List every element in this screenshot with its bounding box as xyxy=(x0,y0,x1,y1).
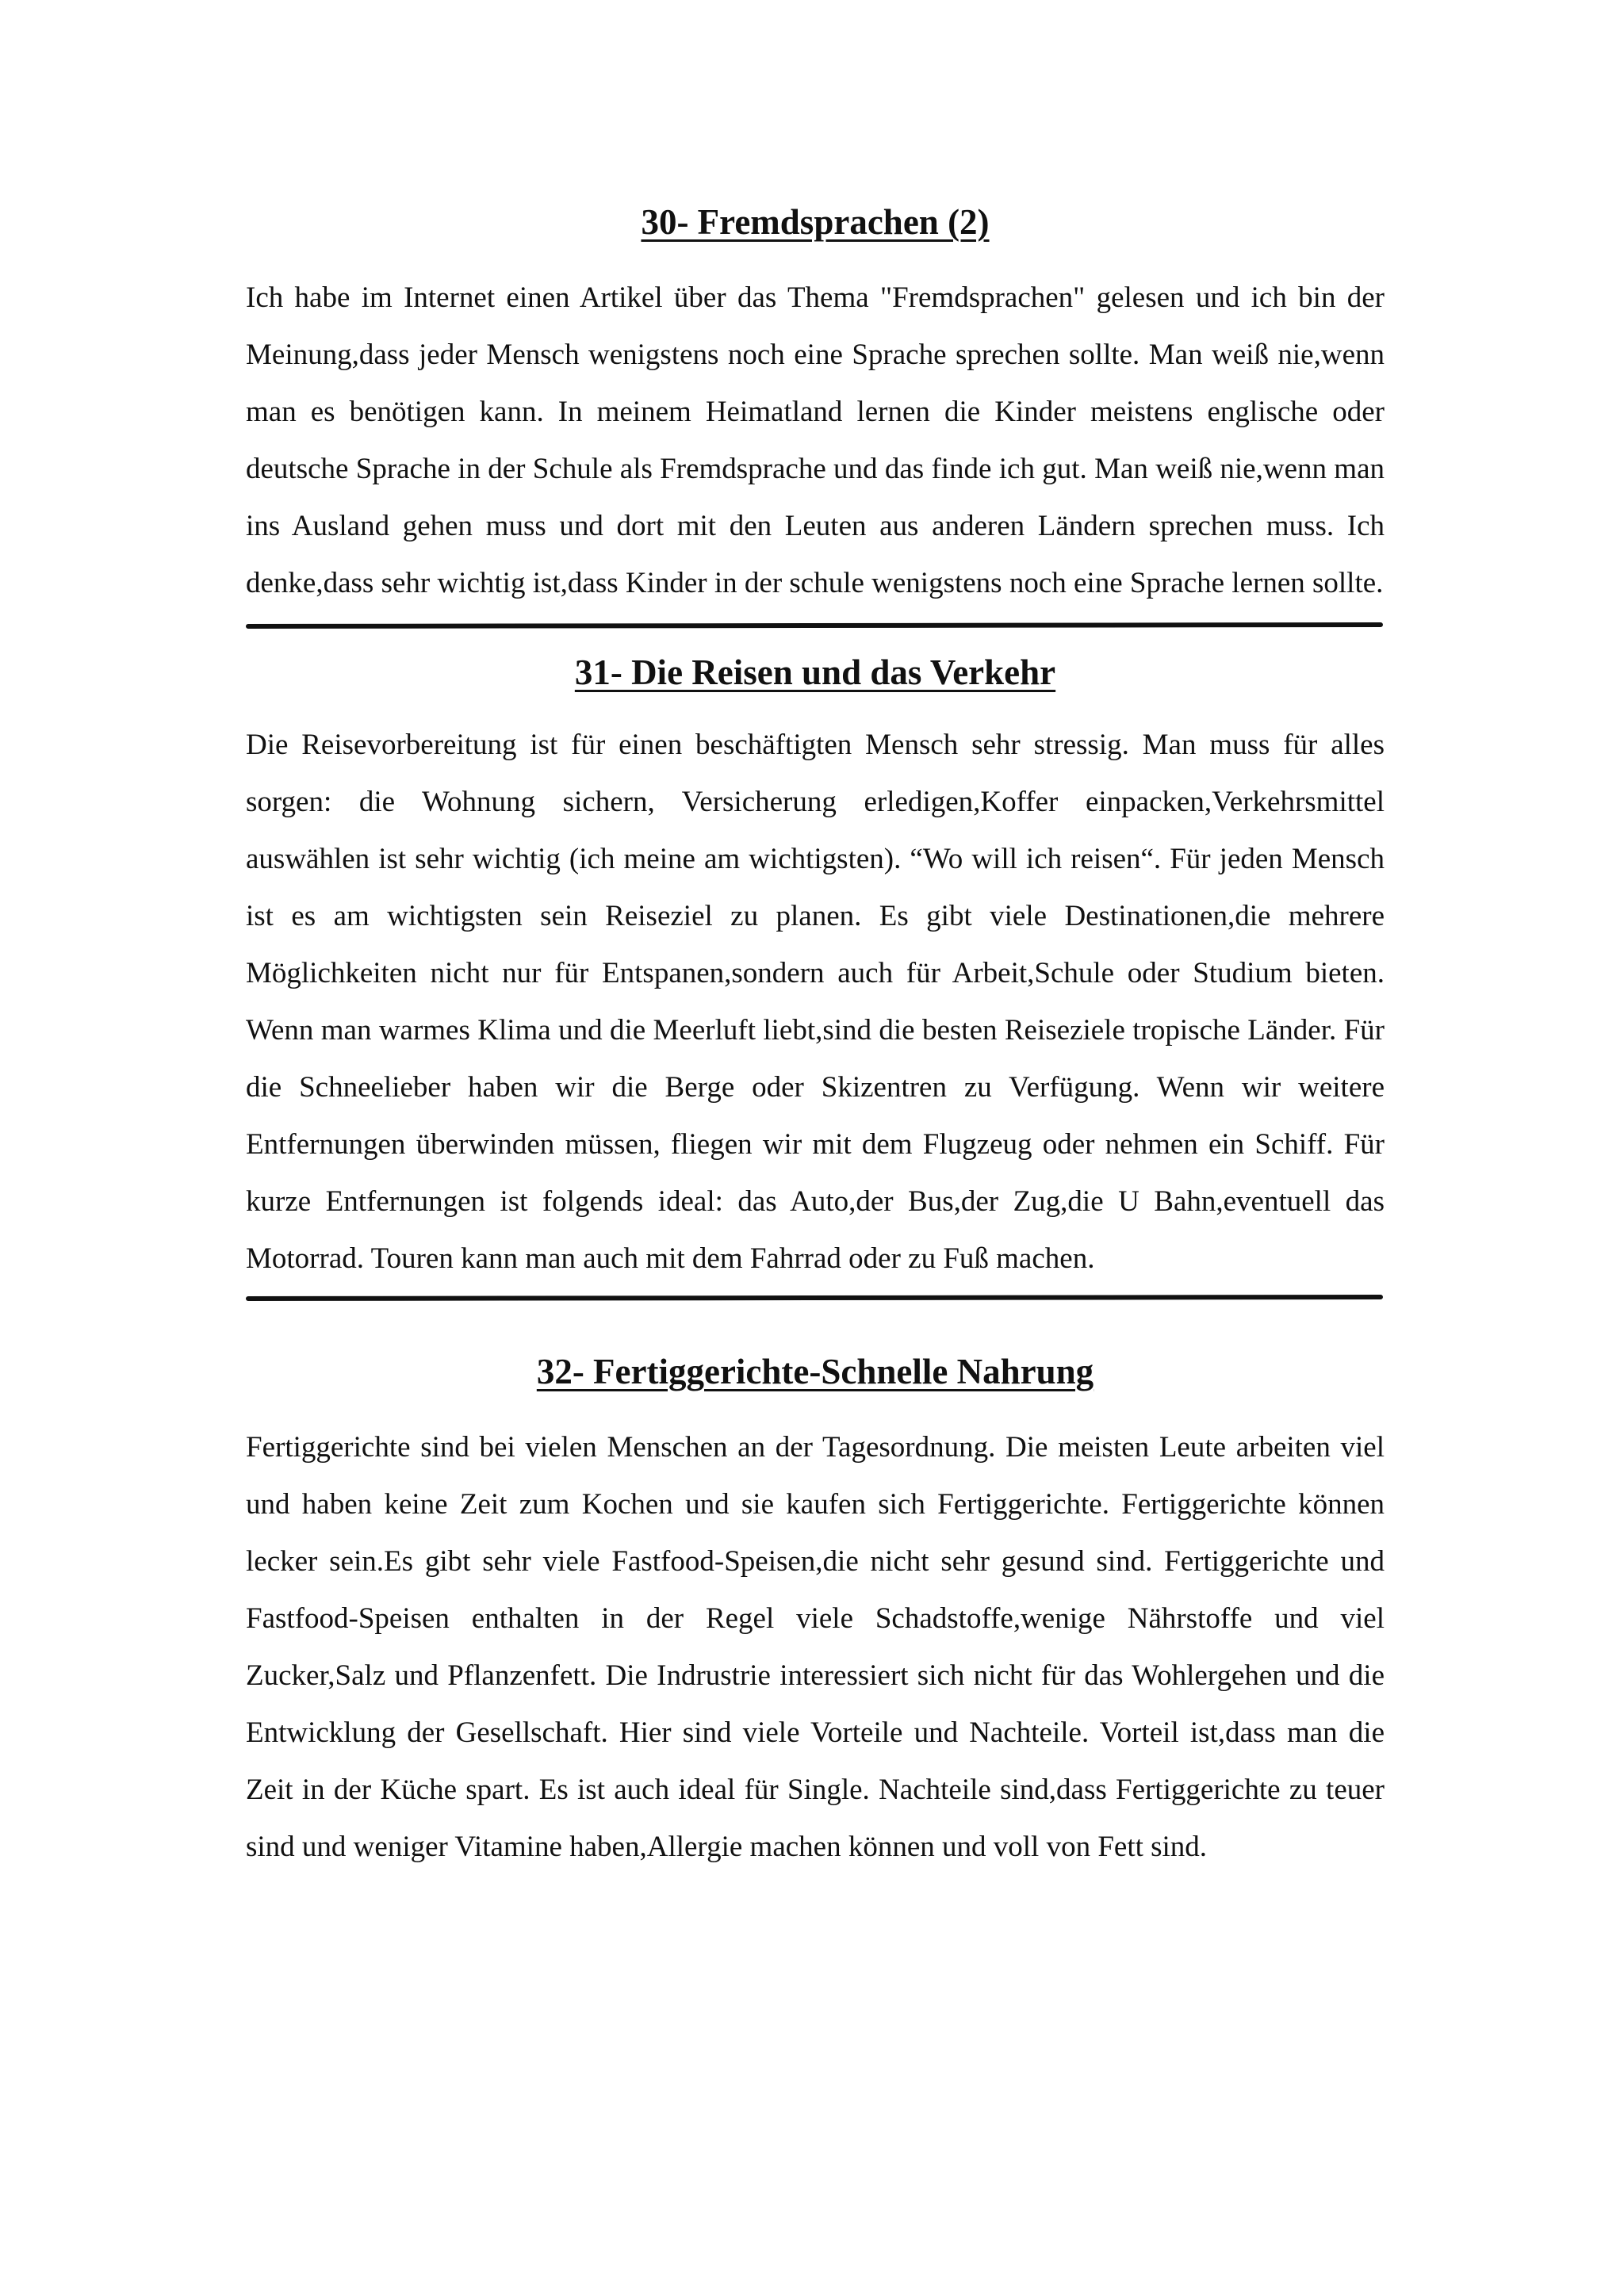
section-31-title: 31- Die Reisen und das Verkehr xyxy=(574,652,1056,692)
document-page xyxy=(246,198,1385,1876)
section-divider xyxy=(246,1295,1383,1301)
section-30-title: 30- Fremdsprachen (2) xyxy=(641,202,990,242)
section-divider xyxy=(246,622,1383,629)
section-32-title: 32- Fertiggerichte-Schnelle Nahrung xyxy=(536,1352,1094,1391)
section-31-body: Die Reisevorbereitung ist für einen beschäftigten Mensch sehr stressig. Man muss für alles sorgen: die Wohnung sichern, Versicherung erledigen,Koffer einpacken,Verkehrsmittel auswählen ist sehr wichtig (ich meine am wichtigsten). “Wo will ich reisen“. Für jeden Mensch ist es am wichtigsten sein Reiseziel zu planen. Es gibt viele Destinationen,die mehrere Möglichkeiten nicht nur für Entspanen,sondern auch für Arbeit,Schule oder Studium bieten. Wenn man warmes Klima und die Meerluft liebt,sind die besten Reiseziele tropische Länder. Für die Schneelieber haben wir die Berge oder Skizentren zu Verfügung. Wenn wir weitere Entfernungen überwinden müssen, fliegen wir mit dem Flugzeug oder nehmen ein Schiff. Für kurze Entfernungen ist folgends ideal: das Auto,der Bus,der Zug,die U Bahn,eventuell das Motorrad. Touren kann man auch mit dem Fahrrad oder zu Fuß machen. xyxy=(246,729,1385,1275)
section-32-body: Fertiggerichte sind bei vielen Menschen an der Tagesordnung. Die meisten Leute arbeiten viel und haben keine Zeit zum Kochen und sie kaufen sich Fertiggerichte. Fertiggerichte können lecker sein.Es gibt sehr viele Fastfood-Speisen,die nicht sehr gesund sind. Fertiggerichte und Fastfood-Speisen enthalten in der Regel viele Schadstoffe,wenige Nährstoffe und viel Zucker,Salz und Pflanzenfett. Die Indrustrie interessiert sich nicht für das Wohlergehen und die Entwicklung der Gesellschaft. Hier sind viele Vorteile und Nachteile. Vorteil ist,dass man die Zeit in der Küche spart. Es ist auch ideal für Single. Nachteile sind,dass Fertiggerichte zu teuer sind und weniger Vitamine haben,Allergie machen können und voll von Fett sind. xyxy=(246,1431,1385,1863)
section-30-body: Ich habe im Internet einen Artikel über das Thema "Fremdsprachen" gelesen und ich bin der Meinung,dass jeder Mensch wenigstens noch eine Sprache sprechen sollte. Man weiß nie,wenn man es benötigen kann. In meinem Heimatland lernen die Kinder meistens englische oder deutsche Sprache in der Schule als Fremdsprache und das finde ich gut. Man weiß nie,wenn man ins Ausland gehen muss und dort mit den Leuten aus anderen Ländern sprechen muss. Ich denke,dass sehr wichtig ist,dass Kinder in der schule wenigstens noch eine Sprache lernen sollte. xyxy=(246,281,1385,599)
